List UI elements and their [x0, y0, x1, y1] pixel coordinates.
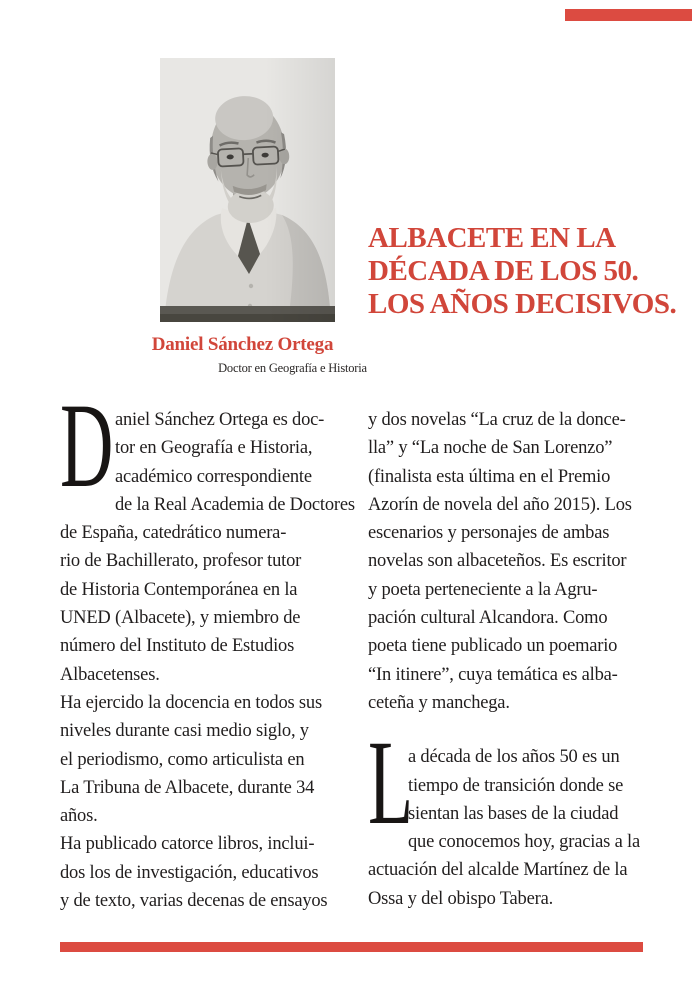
- text-line: Ha publicado catorce libros, inclui-: [60, 834, 315, 855]
- paragraph-lines: [368, 406, 645, 717]
- text-line: sientan las bases de la ciudad: [408, 803, 619, 824]
- text-line: novelas son albaceteños. Es escritor: [368, 551, 627, 572]
- text-line: pación cultural Alcandora. Como: [368, 608, 608, 629]
- text-line: que conocemos hoy, gracias a la: [408, 832, 640, 853]
- paragraph-lines: [60, 830, 333, 915]
- text-line: de la Real Academia de Doctores: [115, 494, 355, 515]
- article-title: [368, 222, 677, 321]
- text-line: a década de los años 50 es un: [408, 747, 620, 768]
- text-line: el periodismo, como articulista en: [60, 749, 305, 770]
- dropcap-letter-d: D: [60, 379, 114, 514]
- footer-rule: [60, 942, 643, 952]
- dropcap-letter-l: L: [368, 716, 414, 851]
- text-line: Ha ejercido la docencia en todos sus: [60, 692, 322, 713]
- text-line: DÉCADA DE LOS 50.: [368, 255, 639, 287]
- text-line: Azorín de novela del año 2015). Los: [368, 494, 632, 515]
- text-line: académico correspondiente: [115, 466, 312, 487]
- header-rule: [565, 9, 692, 21]
- paragraph-intro: [368, 716, 645, 913]
- text-line: y poeta perteneciente a la Agru-: [368, 579, 598, 600]
- text-line: rio de Bachillerato, profesor tutor: [60, 551, 302, 572]
- text-line: La Tribuna de Albacete, durante 34: [60, 777, 315, 798]
- text-line: tor en Geografía e Historia,: [115, 438, 313, 459]
- text-line: Ossa y del obispo Tabera.: [368, 888, 554, 909]
- text-line: años.: [60, 806, 98, 827]
- paragraph-bio-2: [60, 689, 333, 830]
- text-line: dos los de investigación, educativos: [60, 862, 319, 883]
- text-line: ALBACETE EN LA: [368, 222, 616, 254]
- text-line: de España, catedrático numera-: [60, 523, 287, 544]
- text-line: escenarios y personajes de ambas: [368, 523, 610, 544]
- portrait-illustration: [160, 58, 335, 322]
- paragraph-bio-1: [60, 379, 355, 689]
- left-column: [60, 379, 355, 915]
- text-line: actuación del alcalde Martínez de la: [368, 860, 628, 881]
- portrait-photo: [160, 58, 335, 322]
- text-line: LOS AÑOS DECISIVOS.: [368, 288, 677, 320]
- text-line: (finalista esta última en el Premio: [368, 466, 611, 487]
- text-line: ceteña y manchega.: [368, 692, 510, 713]
- text-line: y dos novelas “La cruz de la donce-: [368, 410, 626, 430]
- paragraph-bio-4: [368, 406, 645, 717]
- text-line: UNED (Albacete), y miembro de: [60, 608, 301, 629]
- text-line: número del Instituto de Estudios: [60, 636, 295, 657]
- paragraph-bio-3: [60, 830, 333, 915]
- text-line: niveles durante casi medio siglo, y: [60, 721, 309, 742]
- text-line: poeta tiene publicado un poemario: [368, 636, 618, 657]
- author-role: Doctor en Geografía e Historia: [218, 361, 367, 375]
- paragraph-lines: [60, 689, 333, 830]
- text-line: Albacetenses.: [60, 664, 160, 685]
- text-line: tiempo de transición donde se: [408, 775, 624, 796]
- text-line: “In itinere”, cuya temática es alba-: [368, 664, 618, 685]
- text-line: aniel Sánchez Ortega es doc-: [115, 410, 325, 430]
- text-line: de Historia Contemporánea en la: [60, 579, 298, 600]
- text-line: lla” y “La noche de San Lorenzo”: [368, 438, 613, 459]
- text-line: y de texto, varias decenas de ensayos: [60, 891, 328, 912]
- right-column: [368, 406, 645, 913]
- author-name: Daniel Sánchez Ortega: [151, 334, 334, 355]
